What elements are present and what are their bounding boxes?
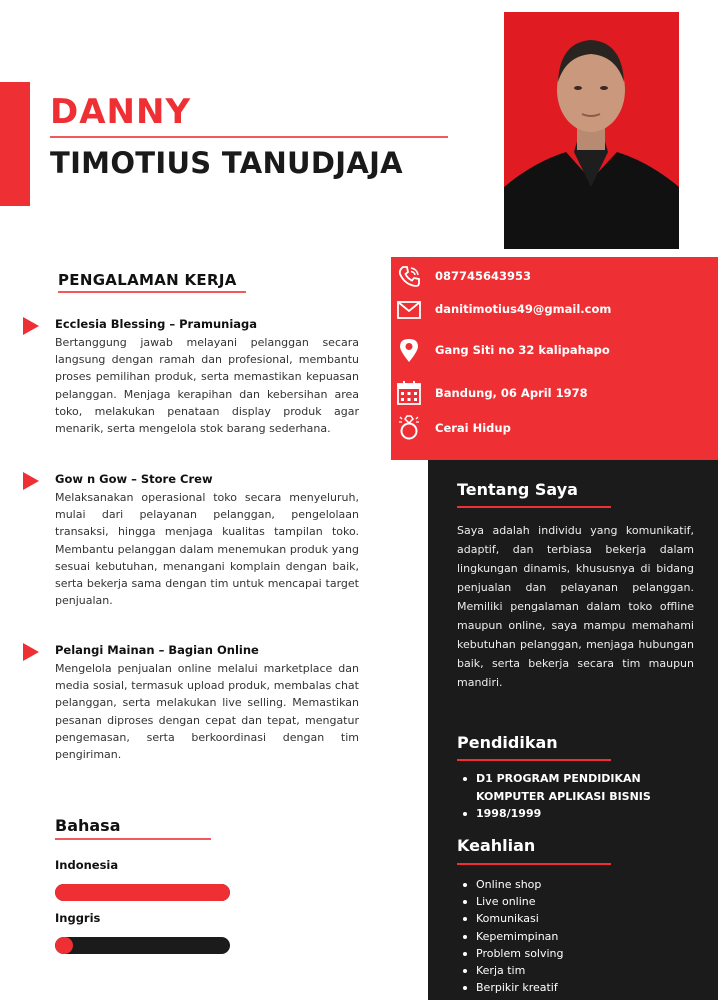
job-description: Bertanggung jawab melayani pelanggan secara langsung dengan ramah dan profesional, membantu proses pemilihan produk, serta memastikan kepuasan pelanggan. Menjaga kerapihan dan kebersihan area toko, melakukan penataan display produk agar menarik, serta mengelola stok barang sederhana. xyxy=(55,336,359,436)
location-pin-icon xyxy=(395,336,423,364)
education-item: 1998/1999 xyxy=(476,805,686,823)
sidebar-panel xyxy=(428,460,718,1000)
job-entry xyxy=(55,472,359,609)
skill-item: Berpikir kreatif xyxy=(476,979,564,996)
contact-birth xyxy=(435,386,588,400)
contact-panel xyxy=(391,257,718,460)
marital-status: Cerai Hidup xyxy=(435,421,511,435)
language-level-bar xyxy=(55,884,230,901)
language-name: Inggris xyxy=(55,911,101,925)
mail-icon xyxy=(395,296,423,324)
education-list xyxy=(476,770,686,823)
education-item: D1 PROGRAM PENDIDIKAN KOMPUTER APLIKASI BISNIS xyxy=(476,770,686,805)
skills-title: Keahlian xyxy=(457,836,536,855)
calendar-icon xyxy=(395,379,423,407)
phone-icon xyxy=(395,263,423,291)
address: Gang Siti no 32 kalipahapo xyxy=(435,343,610,357)
experience-title: PENGALAMAN KERJA xyxy=(58,271,237,289)
skill-item: Live online xyxy=(476,893,564,910)
about-divider xyxy=(457,506,611,508)
languages-divider xyxy=(55,838,211,840)
job-title: Ecclesia Blessing – Pramuniaga xyxy=(55,317,258,331)
contact-address xyxy=(435,343,610,357)
job-entry xyxy=(55,317,359,437)
language-level-fill xyxy=(55,884,230,901)
skill-item: Kerja tim xyxy=(476,962,564,979)
experience-divider xyxy=(58,291,246,293)
phone-number: 087745643953 xyxy=(435,269,532,283)
name-divider xyxy=(50,136,448,138)
about-text: Saya adalah individu yang komunikatif, adaptif, dan terbiasa bekerja dalam lingkungan dinamis, khususnya di bidang penjualan dan pelayanan pelanggan. Memiliki pengalaman dalam toko offline maupun online, saya mampu memahami kebutuhan pelanggan, menjaga hubungan baik, serta bekerja secara tim maupun mandiri. xyxy=(457,524,694,689)
triangle-bullet-icon xyxy=(23,472,39,490)
job-title: Pelangi Mainan – Bagian Online xyxy=(55,643,259,657)
job-entry xyxy=(55,643,359,763)
first-name: DANNY xyxy=(50,92,192,132)
education-divider xyxy=(457,759,611,761)
contact-marital-status xyxy=(435,421,511,435)
education-title: Pendidikan xyxy=(457,733,558,752)
language-level-bar xyxy=(55,937,230,954)
contact-email xyxy=(435,302,611,316)
triangle-bullet-icon xyxy=(23,643,39,661)
job-title: Gow n Gow – Store Crew xyxy=(55,472,213,486)
triangle-bullet-icon xyxy=(23,317,39,335)
about-title: Tentang Saya xyxy=(457,480,578,499)
skill-item: Komunikasi xyxy=(476,910,564,927)
skill-item: Online shop xyxy=(476,876,564,893)
skill-item: Kepemimpinan xyxy=(476,928,564,945)
profile-photo xyxy=(504,12,679,249)
skills-divider xyxy=(457,863,611,865)
languages-title: Bahasa xyxy=(55,816,121,835)
language-level-fill xyxy=(55,937,73,954)
birth-date: Bandung, 06 April 1978 xyxy=(435,386,588,400)
language-name: Indonesia xyxy=(55,858,119,872)
header-accent-bar xyxy=(0,82,30,206)
skills-list xyxy=(476,876,564,996)
job-description: Mengelola penjualan online melalui marketplace dan media sosial, termasuk upload produk, membalas chat pelanggan, serta melakukan live selling. Memastikan pesanan diproses dengan cepat dan tepat, mengatur pengemasan, serta berkoordinasi dengan tim pengiriman. xyxy=(55,662,359,762)
last-name: TIMOTIUS TANUDJAJA xyxy=(50,146,403,180)
email-address: danitimotius49@gmail.com xyxy=(435,302,612,316)
contact-phone xyxy=(435,269,531,283)
job-description: Melaksanakan operasional toko secara menyeluruh, mulai dari pelayanan pelanggan, pengelolaan transaksi, hingga menjaga kualitas tampilan toko. Membantu pelanggan dalam menemukan produk yang sesuai kebutuhan, menangani komplain dengan baik, serta bekerja sama dengan tim untuk mencapai target penjualan. xyxy=(55,491,359,608)
skill-item: Problem solving xyxy=(476,945,564,962)
ring-icon xyxy=(395,413,423,441)
